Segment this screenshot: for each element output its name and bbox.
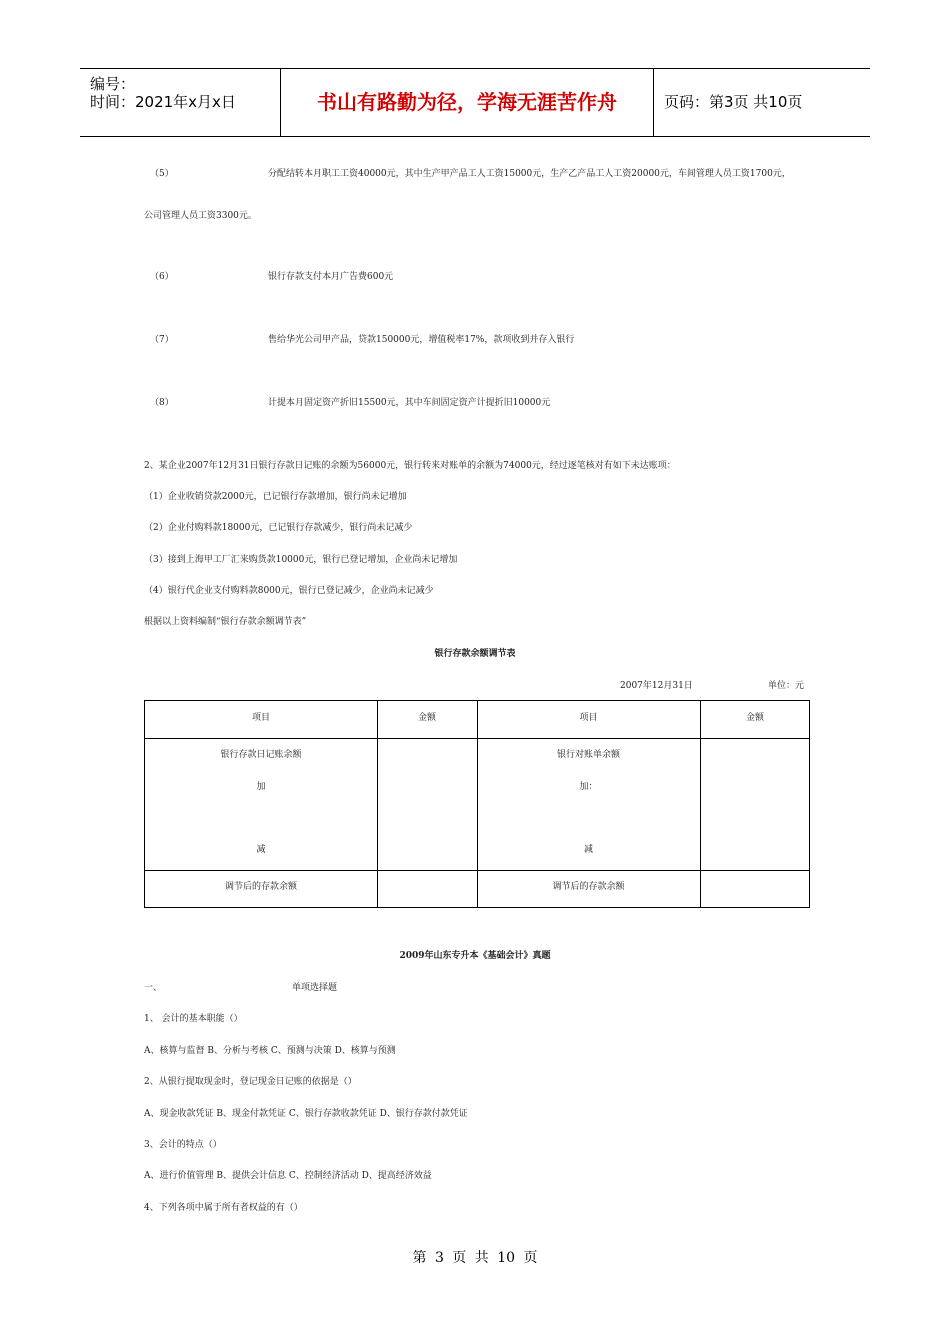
item-text: 分配结转本月职工工资40000元，其中生产甲产品工人工资15000元，生产乙产品工人工资20000元，车间管理人员工资1700元， [268, 169, 791, 179]
table-title: 银行存款余额调节表 [434, 649, 516, 659]
table-divider [145, 738, 809, 739]
exam-options: A、核算与监督 B、分析与考核 C、预测与决策 D、核算与预测 [144, 1046, 396, 1056]
header-motto: 书山有路勤为径，学海无涯苦作舟 [281, 69, 654, 136]
col-header: 金额 [745, 713, 764, 723]
exam-question: 2、从银行提取现金时，登记现金日记账的依据是（） [144, 1077, 357, 1087]
exam-question: 3、会计的特点（） [144, 1140, 222, 1150]
code-label: 编号： [90, 75, 136, 93]
item-continuation: 公司管理人员工资3300元。 [144, 211, 257, 221]
table-cell: 加 [256, 782, 266, 792]
header-meta [80, 69, 281, 136]
table-date: 2007年12月31日 [620, 681, 693, 691]
page-footer: 第 3 页 共 10 页 [412, 1250, 538, 1266]
exam-options: A、进行价值管理 B、提供会计信息 C、控制经济活动 D、提高经济效益 [144, 1171, 432, 1181]
item-text: 银行存款支付本月广告费600元 [268, 272, 394, 282]
time-label: 时间：2021年x月x日 [90, 93, 236, 111]
question-line: （3）接到上海甲工厂汇来购货款10000元，银行已登记增加，企业尚未记增加 [144, 555, 458, 565]
table-unit: 单位：元 [768, 681, 805, 691]
page-header [80, 68, 870, 137]
exam-question: 4、下列各项中属于所有者权益的有（） [144, 1203, 303, 1213]
table-cell: 减 [256, 845, 266, 855]
question-line: （1）企业收销贷款2000元，已记银行存款增加，银行尚未记增加 [144, 492, 407, 502]
table-cell: 银行对账单余额 [556, 750, 620, 760]
table-divider [477, 701, 478, 907]
item-text: 计提本月固定资产折旧15500元，其中车间固定资产计提折旧10000元 [268, 398, 551, 408]
col-header: 项目 [251, 713, 270, 723]
question-line: （4）银行代企业支付购料款8000元，银行已登记减少，企业尚未记减少 [144, 586, 434, 596]
table-divider [700, 701, 701, 907]
section-number: 一、 [144, 983, 163, 993]
section-title: 单项选择题 [292, 983, 338, 993]
question-intro: 2、某企业2007年12月31日银行存款日记账的余额为56000元，银行转来对账单的余额为74000元，经过逐笔核对有如下未达账项： [144, 461, 676, 471]
table-cell: 减 [583, 845, 593, 855]
col-header: 项目 [579, 713, 598, 723]
col-header: 金额 [417, 713, 436, 723]
exam-options: A、现金收款凭证 B、现金付款凭证 C、银行存款收款凭证 D、银行存款付款凭证 [144, 1109, 468, 1119]
header-page-info: 页码：第3页 共10页 [664, 93, 803, 111]
item-number: （8） [150, 398, 174, 408]
table-divider [377, 701, 378, 907]
question-line: （2）企业付购料款18000元，已记银行存款减少，银行尚未记减少 [144, 523, 413, 533]
exam-title: 2009年山东专升本《基础会计》真题 [399, 951, 551, 961]
table-total-label: 调节后的存款余额 [552, 882, 625, 892]
item-number: （5） [150, 169, 174, 179]
table-cell: 银行存款日记账余额 [220, 750, 302, 760]
item-number: （7） [150, 335, 174, 345]
table-total-label: 调节后的存款余额 [224, 882, 297, 892]
table-divider [145, 870, 809, 871]
item-text: 售给华光公司甲产品，贷款150000元，增值税率17%，款项收到并存入银行 [268, 335, 575, 345]
reconciliation-table [144, 700, 810, 908]
item-number: （6） [150, 272, 174, 282]
exam-question: 1、 会计的基本职能（） [144, 1014, 243, 1024]
question-instruction: 根据以上资料编制“银行存款余额调节表” [144, 617, 307, 627]
table-cell: 加： [579, 782, 598, 792]
